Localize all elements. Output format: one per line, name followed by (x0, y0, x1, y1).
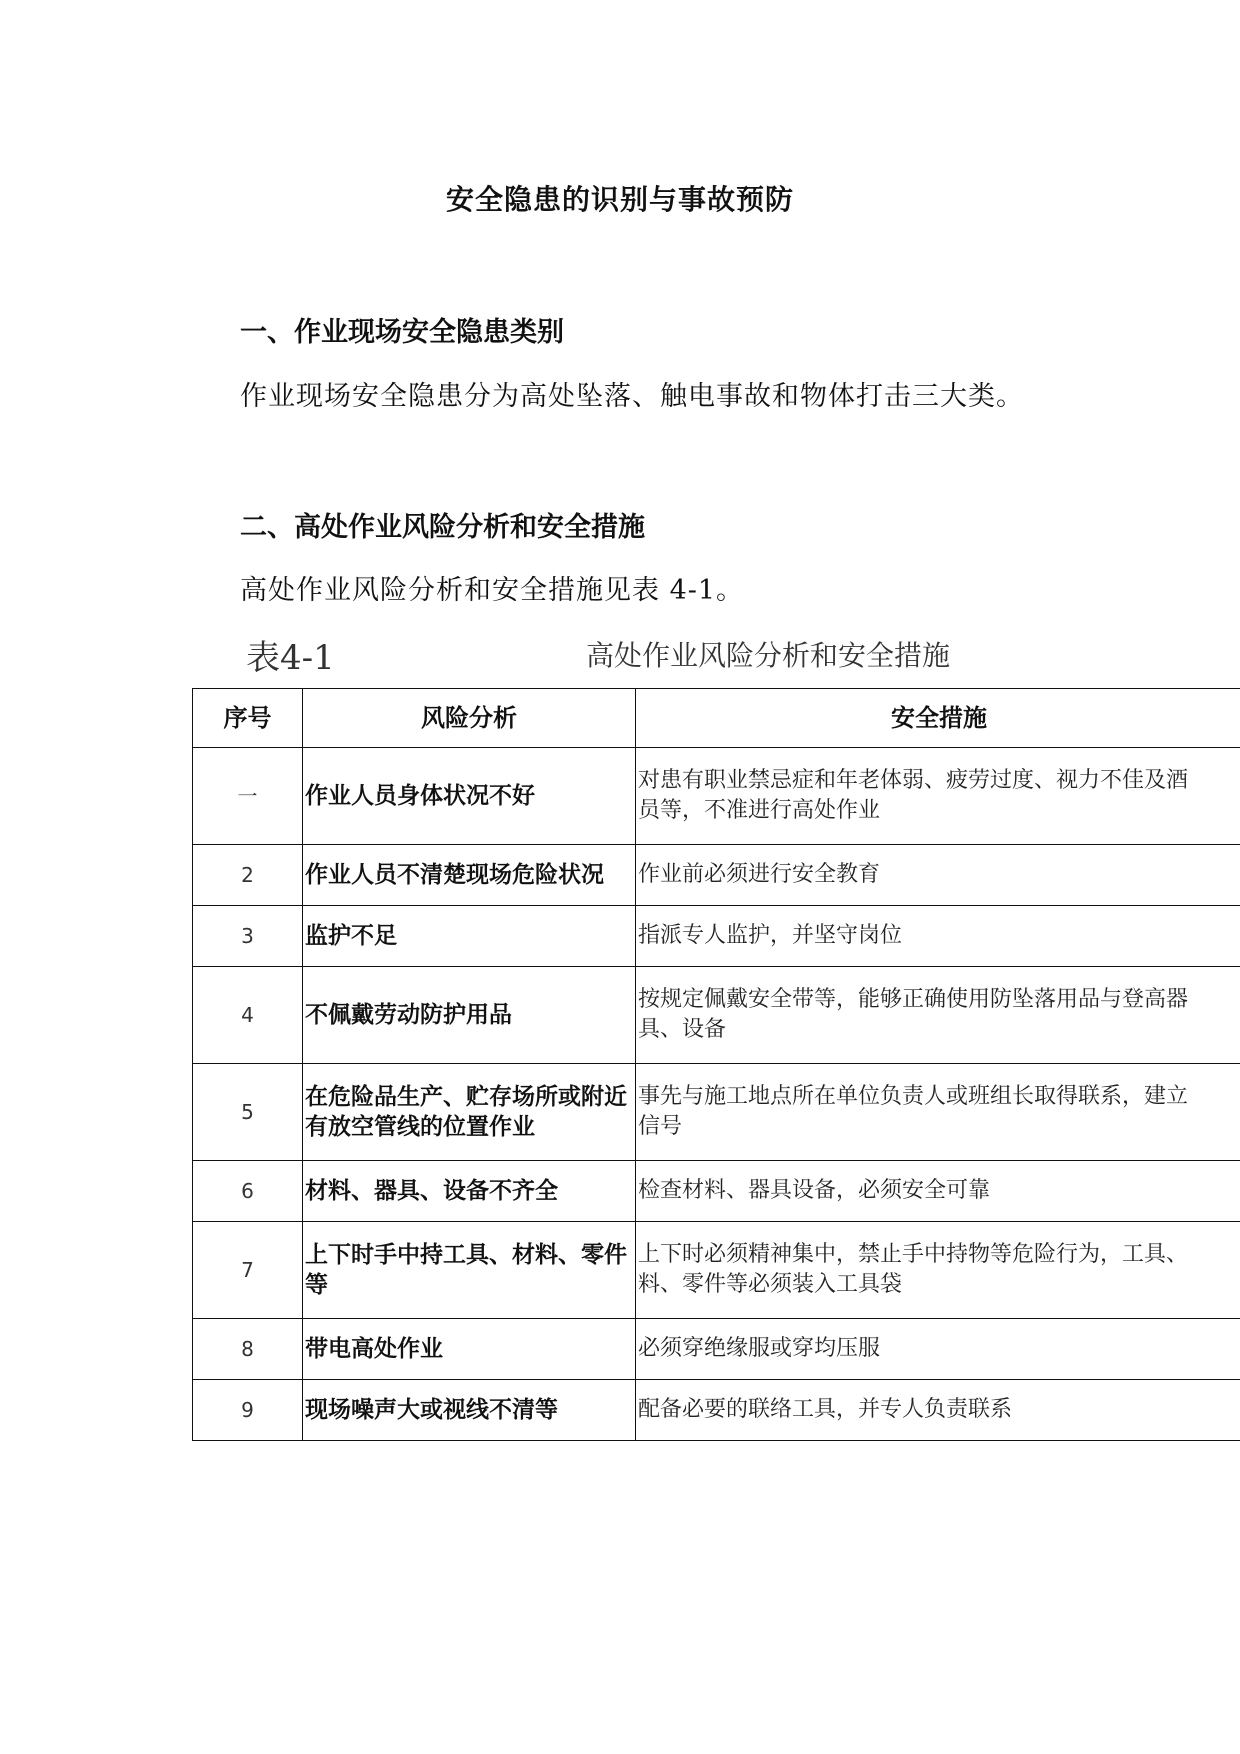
row-safety-measure (636, 748, 1240, 845)
measure-line: 配备必要的联络工具，并专人负责联系 (638, 1397, 1013, 1422)
table-row (193, 845, 1240, 906)
table-row (193, 748, 1240, 845)
row-safety-measure (636, 1161, 1240, 1222)
table-caption-title: 高处作业风险分析和安全措施 (586, 639, 951, 672)
section-1-heading: 一、作业现场安全隐患类别 (240, 317, 564, 348)
row-risk-analysis: 作业人员身体状况不好 (303, 748, 636, 845)
row-safety-measure (636, 1319, 1240, 1380)
row-index: 8 (193, 1319, 303, 1380)
row-risk-analysis: 现场噪声大或视线不清等 (303, 1380, 636, 1441)
row-index: 5 (193, 1064, 303, 1161)
measure-line: 对患有职业禁忌症和年老体弱、疲劳过度、视力不佳及酒 (638, 768, 1189, 793)
measure-line: 检查材料、器具设备，必须安全可靠 (638, 1178, 991, 1203)
row-index: 3 (193, 906, 303, 967)
document-title: 安全隐患的识别与事故预防 (445, 183, 794, 216)
row-safety-measure (636, 845, 1240, 906)
header-safety-measures: 安全措施 (636, 689, 1240, 748)
table-row (193, 967, 1240, 1064)
row-risk-analysis: 在危险品生产、贮存场所或附近有放空管线的位置作业 (303, 1064, 636, 1161)
row-index: 9 (193, 1380, 303, 1441)
row-safety-measure (636, 1380, 1240, 1441)
risk-measures-table (192, 688, 1240, 1441)
table-header-row (193, 689, 1240, 748)
row-risk-analysis: 材料、器具、设备不齐全 (303, 1161, 636, 1222)
row-risk-analysis: 作业人员不清楚现场危险状况 (303, 845, 636, 906)
row-safety-measure (636, 1064, 1240, 1161)
section-2-heading: 二、高处作业风险分析和安全措施 (240, 512, 645, 543)
header-index: 序号 (193, 689, 303, 748)
table-row (193, 1222, 1240, 1319)
row-index: 4 (193, 967, 303, 1064)
measure-line: 作业前必须进行安全教育 (638, 862, 881, 887)
section-2-body: 高处作业风险分析和安全措施见表 4-1。 (240, 575, 745, 606)
row-safety-measure (636, 1222, 1240, 1319)
row-index: 6 (193, 1161, 303, 1222)
row-risk-analysis: 监护不足 (303, 906, 636, 967)
table-row (193, 1161, 1240, 1222)
row-index: 一 (193, 748, 303, 845)
row-risk-analysis: 不佩戴劳动防护用品 (303, 967, 636, 1064)
table-row (193, 1064, 1240, 1161)
table-row (193, 1380, 1240, 1441)
section-1-body: 作业现场安全隐患分为高处坠落、触电事故和物体打击三大类。 (240, 381, 1024, 412)
measure-line: 事先与施工地点所在单位负责人或班组长取得联系，建立 (638, 1084, 1189, 1109)
row-safety-measure (636, 906, 1240, 967)
table-row (193, 1319, 1240, 1380)
measure-line: 上下时必须精神集中，禁止手中持物等危险行为，工具、 (638, 1242, 1189, 1267)
row-index: 2 (193, 845, 303, 906)
measure-line: 料、零件等必须装入工具袋 (638, 1272, 903, 1297)
row-risk-analysis: 上下时手中持工具、材料、零件等 (303, 1222, 636, 1319)
table-caption-number: 表4-1 (246, 638, 335, 678)
row-safety-measure (636, 967, 1240, 1064)
measure-line: 必须穿绝缘服或穿均压服 (638, 1336, 881, 1361)
row-index: 7 (193, 1222, 303, 1319)
measure-line: 指派专人监护，并坚守岗位 (638, 923, 903, 948)
table-row (193, 906, 1240, 967)
row-risk-analysis: 带电高处作业 (303, 1319, 636, 1380)
header-risk-analysis: 风险分析 (303, 689, 636, 748)
measure-line: 员等，不准进行高处作业 (638, 798, 881, 823)
measure-line: 具、设备 (638, 1017, 727, 1042)
measure-line: 按规定佩戴安全带等，能够正确使用防坠落用品与登高器 (638, 987, 1189, 1012)
measure-line: 信号 (638, 1114, 683, 1139)
